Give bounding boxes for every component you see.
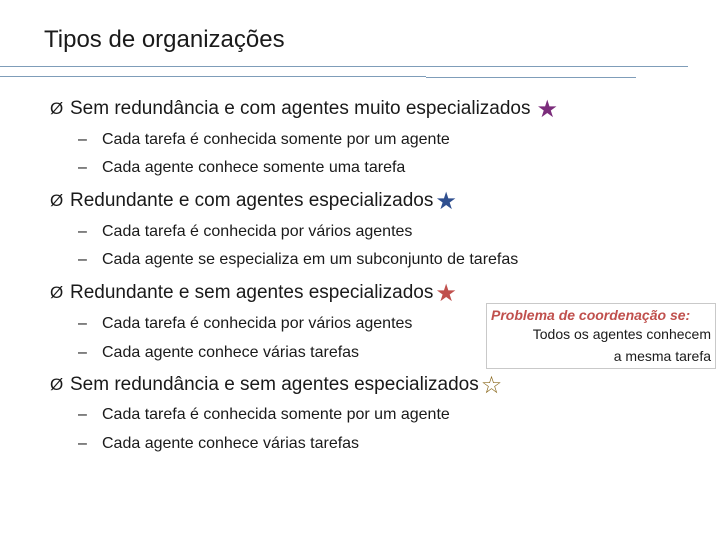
arrow-bullet-icon: Ø [50,375,64,394]
sub-bullet-2-2 [78,251,518,269]
dash-bullet-icon: – [78,131,87,148]
sub-bullet-3-2 [78,344,359,362]
sub-bullet-1-1 [78,131,450,149]
sub-bullet-4-2 [78,435,359,453]
star-filled-icon: ★ [435,188,457,215]
sub-bullet-4-1 [78,406,450,424]
arrow-bullet-icon: Ø [50,99,64,118]
sub-bullet-text: Cada tarefa é conhecida por vários agentes [102,315,413,332]
dash-bullet-icon: – [78,344,87,361]
sub-bullet-text: Cada agente conhece várias tarefas [102,344,360,361]
star-filled-icon: ★ [435,280,457,307]
arrow-bullet-icon: Ø [50,191,64,210]
bullet-3 [50,281,457,305]
note-line-1: Todos os agentes conhecem [532,326,711,342]
dash-bullet-icon: – [78,435,87,452]
bullet-1 [50,97,558,121]
sub-bullet-text: Cada tarefa é conhecida somente por um agente [102,131,450,148]
dash-bullet-icon: – [78,223,87,240]
sub-bullet-3-1 [78,315,412,333]
dash-bullet-icon: – [78,406,87,423]
bullet-4 [50,373,502,397]
bullet-2-text: Redundante e com agentes especializados [70,190,434,211]
sub-bullet-1-2 [78,159,405,177]
note-line-2: a mesma tarefa [613,348,711,364]
slide-title: Tipos de organizações [44,26,285,53]
title-divider-bottom-left [0,76,426,77]
note-title: Problema de coordenação se: [491,307,691,323]
star-outline-icon: ☆ [480,372,503,399]
sub-bullet-text: Cada tarefa é conhecida por vários agentes [102,223,413,240]
dash-bullet-icon: – [78,251,87,268]
sub-bullet-text: Cada tarefa é conhecida somente por um agente [102,406,450,423]
arrow-bullet-icon: Ø [50,283,64,302]
coordination-note [486,303,716,369]
sub-bullet-2-1 [78,223,412,241]
bullet-3-text: Redundante e sem agentes especializados [70,282,434,303]
bullet-2 [50,189,457,213]
star-filled-icon: ★ [536,96,559,123]
sub-bullet-text: Cada agente conhece somente uma tarefa [102,159,406,176]
title-divider-bottom-right [426,77,636,78]
sub-bullet-text: Cada agente se especializa em um subconjunto de tarefas [102,251,519,268]
bullet-1-text: Sem redundância e com agentes muito especializados [70,98,531,119]
dash-bullet-icon: – [78,159,87,176]
title-divider-top [0,66,688,67]
dash-bullet-icon: – [78,315,87,332]
sub-bullet-text: Cada agente conhece várias tarefas [102,435,360,452]
bullet-4-text: Sem redundância e sem agentes especializados [70,374,479,395]
